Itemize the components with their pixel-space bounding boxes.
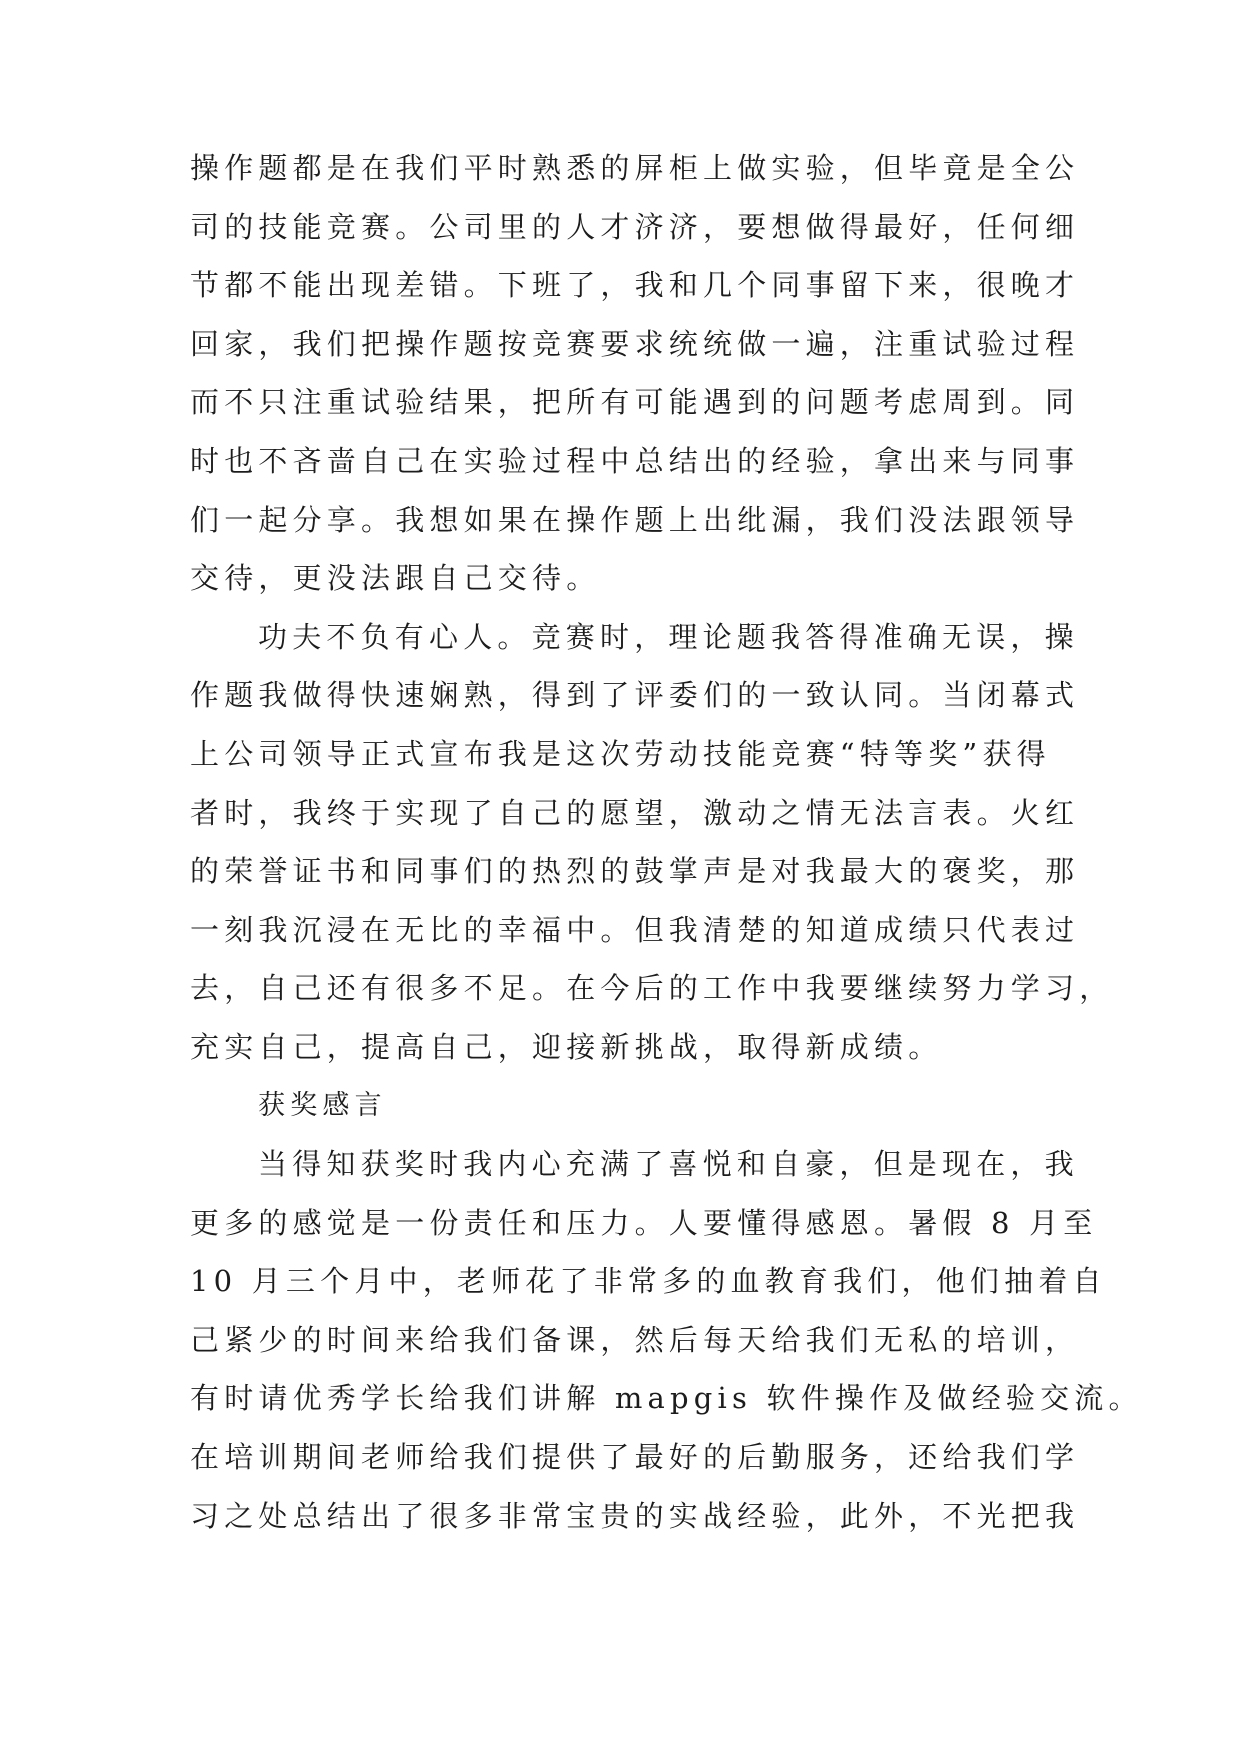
paragraph-start-line: 当得知获奖时我内心充满了喜悦和自豪，但是现在，我 <box>258 1147 1079 1182</box>
text-line: 的荣誉证书和同事们的热烈的鼓掌声是对我最大的褒奖，那 <box>190 854 1080 889</box>
text-line: 者时，我终于实现了自己的愿望，激动之情无法言表。火红 <box>190 795 1080 830</box>
text-line: 而不只注重试验结果，把所有可能遇到的问题考虑周到。同 <box>190 385 1080 420</box>
document-body <box>190 139 1143 1545</box>
text-line: 在培训期间老师给我们提供了最好的后勤服务，还给我们学 <box>190 1440 1080 1475</box>
text-line: 操作题都是在我们平时熟悉的屏柜上做实验，但毕竟是全公 <box>190 151 1080 185</box>
text-line: 作题我做得快速娴熟，得到了评委们的一致认同。当闭幕式 <box>190 678 1080 713</box>
text-line: 节都不能出现差错。下班了，我和几个同事留下来，很晚才 <box>190 268 1080 303</box>
text-line: 司的技能竞赛。公司里的人才济济，要想做得最好，任何细 <box>190 209 1080 244</box>
text-line: 们一起分享。我想如果在操作题上出纰漏，我们没法跟领导 <box>190 502 1080 537</box>
text-line: 习之处总结出了很多非常宝贵的实战经验，此外，不光把我 <box>190 1498 1080 1533</box>
paragraph-start-line: 功夫不负有心人。竞赛时，理论题我答得准确无误，操 <box>258 619 1079 654</box>
text-line: 充实自己，提高自己，迎接新挑战，取得新成绩。 <box>190 1029 943 1064</box>
section-heading: 获奖感言 <box>258 1089 387 1121</box>
text-line: 回家，我们把操作题按竞赛要求统统做一遍，注重试验过程 <box>190 326 1080 361</box>
text-line: 一刻我沉浸在无比的幸福中。但我清楚的知道成绩只代表过 <box>190 912 1080 947</box>
text-line: 有时请优秀学长给我们讲解 mapgis 软件操作及做经验交流。 <box>190 1381 1143 1416</box>
text-line: 交待，更没法跟自己交待。 <box>190 561 601 596</box>
text-line: 10 月三个月中，老师花了非常多的血教育我们，他们抽着自 <box>190 1264 1107 1299</box>
text-line: 上公司领导正式宣布我是这次劳动技能竞赛“特等奖”获得 <box>190 736 1051 771</box>
text-line: 去，自己还有很多不足。在今后的工作中我要继续努力学习， <box>190 971 1114 1006</box>
text-line: 时也不吝啬自己在实验过程中总结出的经验，拿出来与同事 <box>190 443 1080 478</box>
text-line: 己紧少的时间来给我们备课，然后每天给我们无私的培训， <box>190 1322 1080 1357</box>
text-line: 更多的感觉是一份责任和压力。人要懂得感恩。暑假 8 月至 <box>190 1205 1098 1240</box>
